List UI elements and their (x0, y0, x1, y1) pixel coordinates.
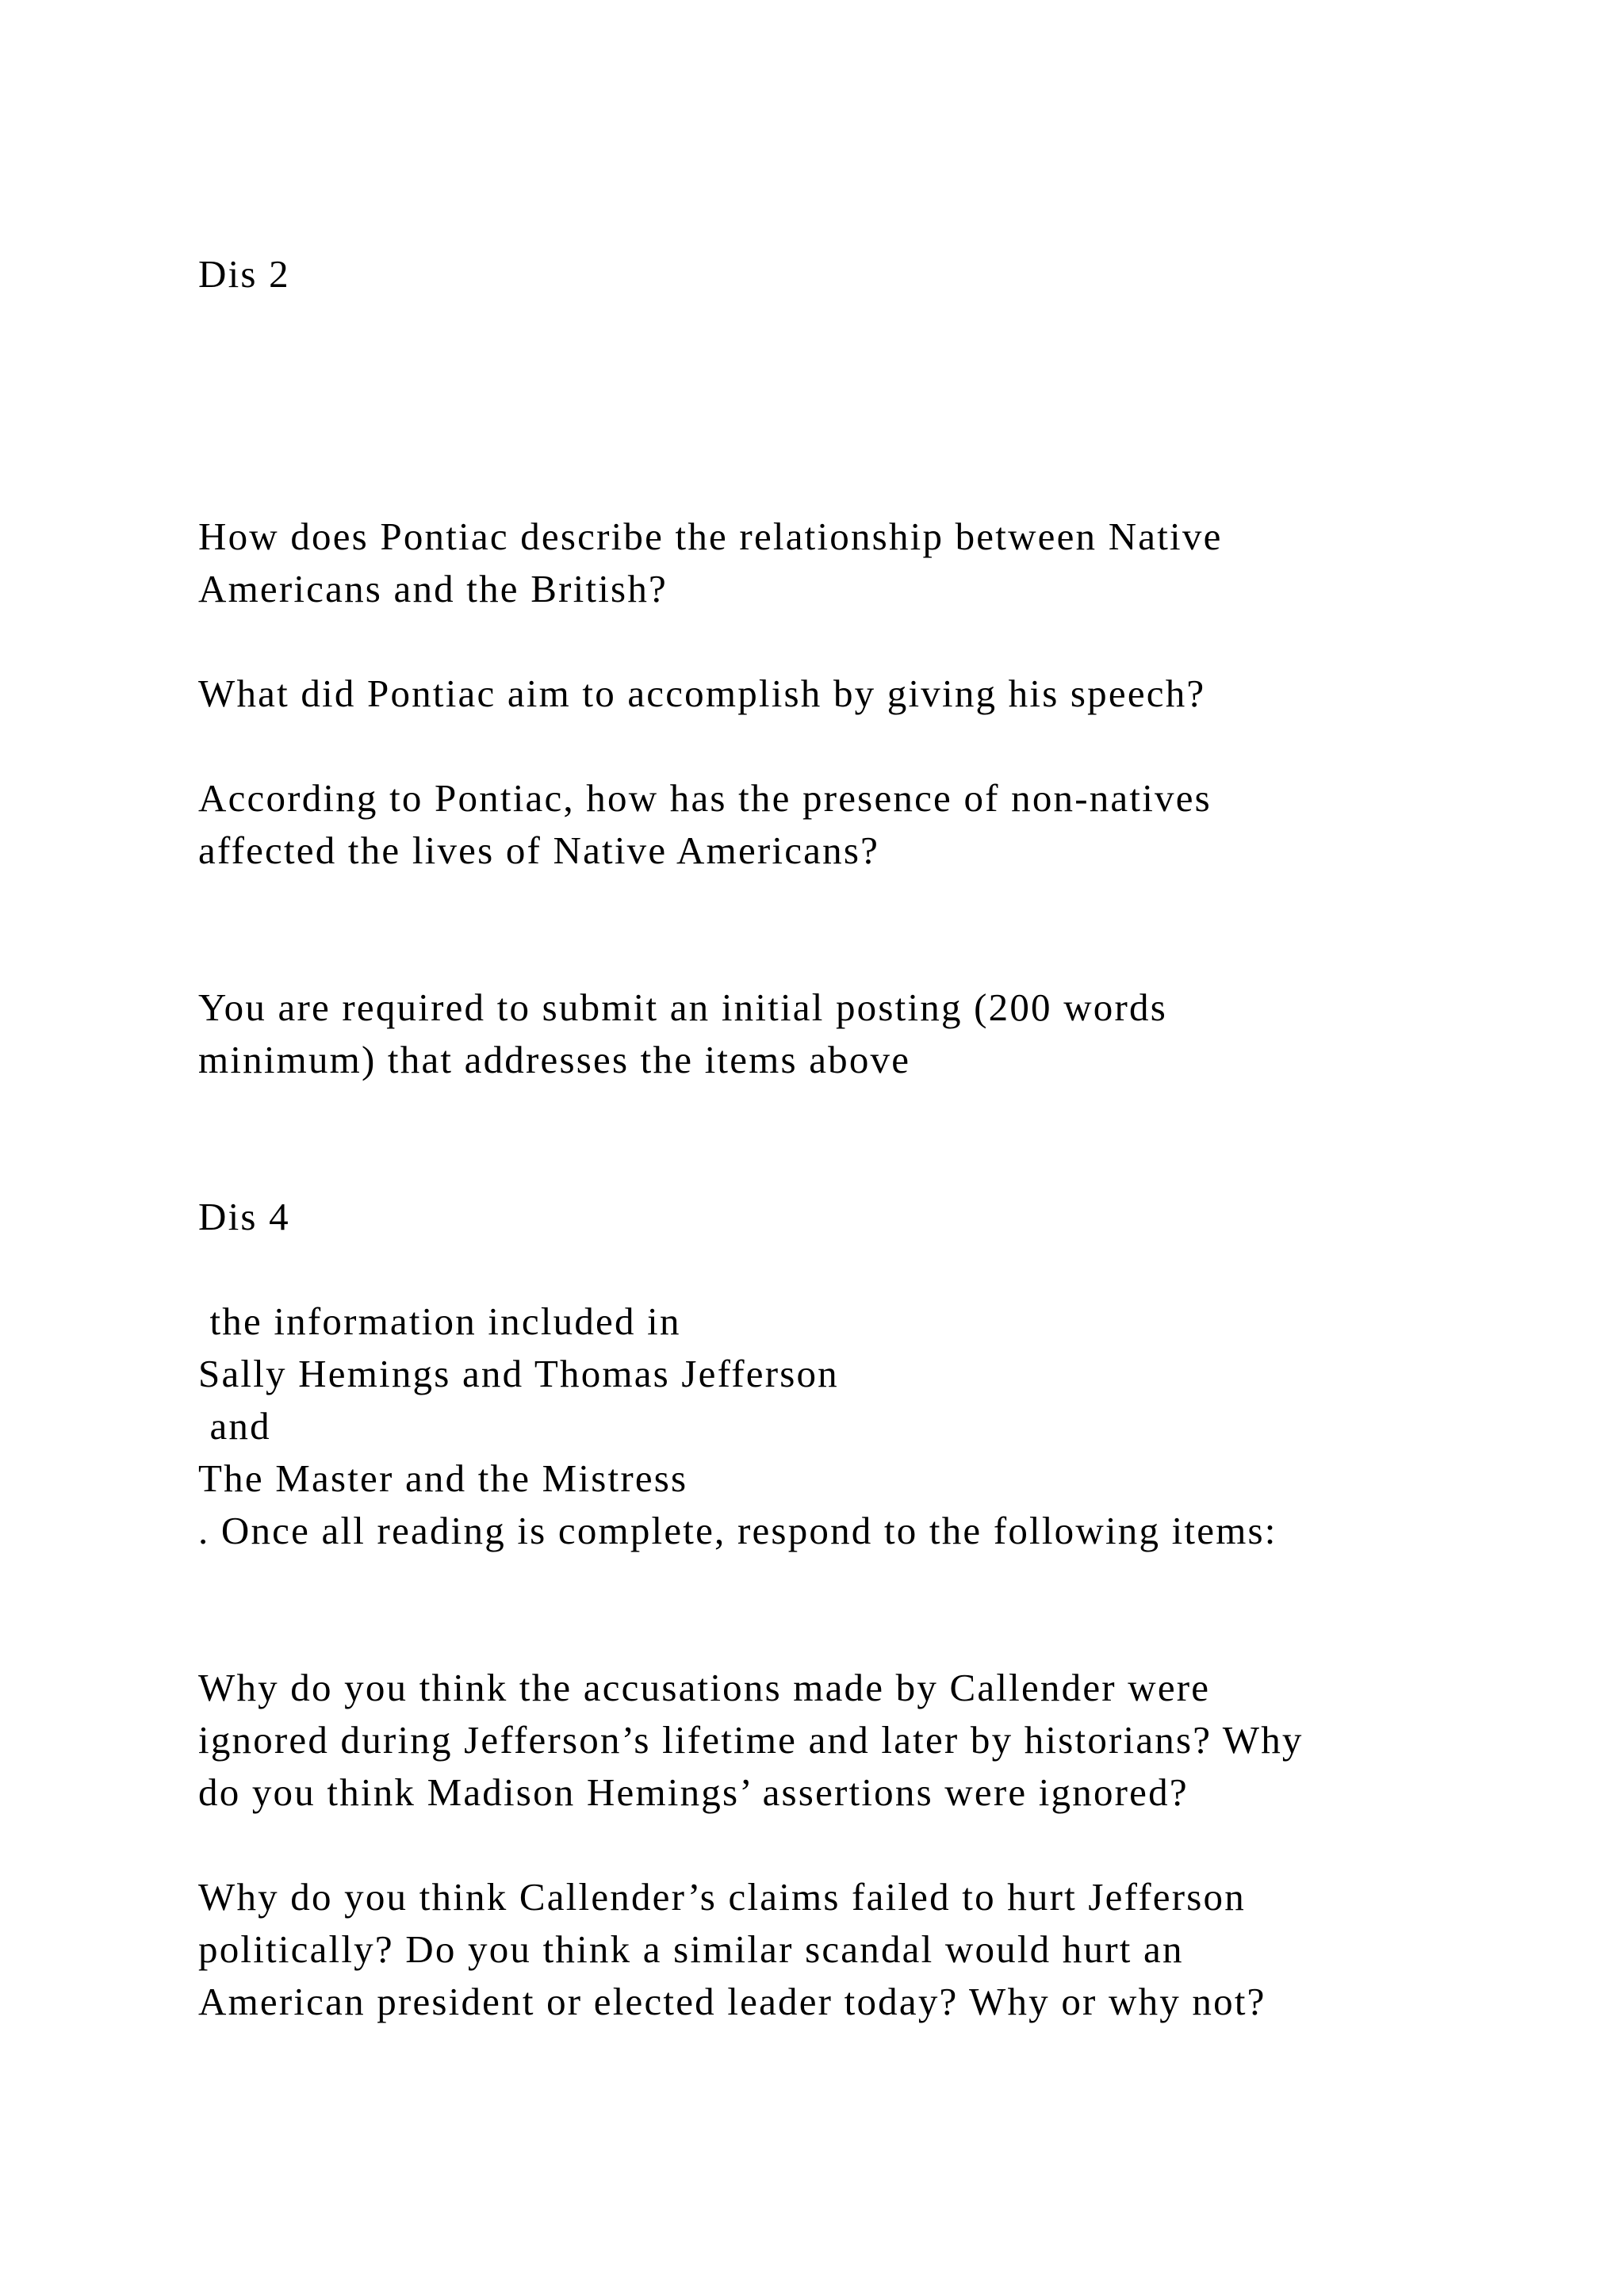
dis2-requirement-line-2: minimum) that addresses the items above (198, 1038, 911, 1081)
dis4-question-2-line-3: American president or elected leader today? Why or why not? (198, 1980, 1266, 2023)
dis2-requirement-line-1: You are required to submit an initial posting (200 words (198, 985, 1167, 1029)
dis4-heading: Dis 4 (198, 1195, 290, 1238)
dis2-question-2: What did Pontiac aim to accomplish by giving his speech? (198, 672, 1206, 715)
dis2-question-1-line-2: Americans and the British? (198, 567, 668, 610)
dis4-intro-line-4: The Master and the Mistress (198, 1456, 688, 1500)
dis2-question-1-line-1: How does Pontiac describe the relationship between Native (198, 515, 1223, 558)
dis2-question-3-line-1: According to Pontiac, how has the presence of non-natives (198, 776, 1212, 820)
dis2-question-3-line-2: affected the lives of Native Americans? (198, 828, 880, 872)
dis4-question-2-line-1: Why do you think Callender’s claims failed to hurt Jefferson (198, 1875, 1246, 1919)
dis2-heading: Dis 2 (198, 252, 290, 296)
dis4-question-1-line-3: do you think Madison Hemings’ assertions were ignored? (198, 1770, 1189, 1814)
dis4-intro-line-1: the information included in (198, 1299, 681, 1343)
dis4-question-1-line-1: Why do you think the accusations made by Callender were (198, 1666, 1211, 1709)
dis4-question-1-line-2: ignored during Jefferson’s lifetime and later by historians? Why (198, 1718, 1304, 1762)
dis4-question-2-line-2: politically? Do you think a similar scandal would hurt an (198, 1927, 1184, 1971)
dis4-intro-line-3: and (198, 1404, 271, 1448)
dis4-intro-line-5: . Once all reading is complete, respond to the following items: (198, 1509, 1277, 1552)
dis4-intro-line-2: Sally Hemings and Thomas Jefferson (198, 1352, 839, 1395)
